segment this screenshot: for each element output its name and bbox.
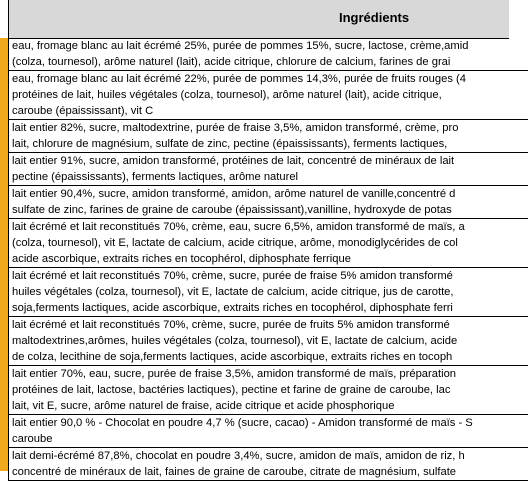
table-row[interactable]: [8, 219, 528, 268]
cell-text-line: lait écrémé et lait reconstitués 70%, crème, eau, sucre 6,5%, amidon transformé de maïs, a: [12, 221, 465, 233]
table-row[interactable]: [8, 186, 528, 219]
cell-text-line: maltodextrines,arômes, huiles végétales (colza, tournesol), vit E, lactate de calcium, acide: [12, 335, 458, 347]
cell-text-line: (colza, tournesol), arôme naturel (lait), acide citrique, chlorure de calcium, farines de grai: [12, 56, 451, 68]
cell-text-line: protéines de lait, lactose, bactéries lactiques), pectine et farine de graine de caroube, lac: [12, 384, 451, 396]
cell-text-line: lait entier 90,4%, sucre, amidon transformé, amidon, arôme naturel de vanille,concentré d: [12, 188, 456, 200]
table-row[interactable]: [8, 120, 528, 153]
ingredients-table: [8, 38, 528, 481]
cell-text-line: lait écrémé et lait reconstitués 70%, crème, sucre, purée de fruits 5% amidon transformé: [12, 319, 450, 331]
cell-text-line: lait entier 82%, sucre, maltodextrine, purée de fraise 3,5%, amidon transformé, crème, pro: [12, 122, 459, 134]
cell-text-line: lait demi-écrémé 87,8%, chocolat en poudre 3,4%, sucre, amidon de maïs, amidon de riz, h: [12, 450, 465, 462]
cell-text-line: protéines de lait, huiles végétales (colza, tournesol), arôme naturel (lait), acide citrique,: [12, 89, 442, 101]
cell-text-line: de colza, lecithine de soja,ferments lactiques, acide ascorbique, extraits riches en tocoph: [12, 351, 453, 363]
cell-text-line: sulfate de zinc, farines de graine de caroube (épaississant),vanilline, hydroxyde de potas: [12, 204, 452, 216]
table-row[interactable]: [8, 448, 528, 481]
cell-text-line: soja,ferments lactiques, acide ascorbique, extraits riches en tocophérol, diphosphate ferri: [12, 302, 453, 314]
table-row[interactable]: [8, 366, 528, 415]
table-row[interactable]: [8, 38, 528, 71]
cell-text-line: acide ascorbique, extraits riches en tocophérol, diphosphate ferrique: [12, 253, 351, 265]
row-color-strip: [0, 0, 8, 471]
cell-text-line: huiles végétales (colza, tournesol), vit E, lactate de calcium, acide citrique, jus de carotte,: [12, 286, 454, 298]
cell-text-line: lait entier 91%, sucre, amidon transformé, protéines de lait, concentré de minéraux de lait: [12, 155, 455, 167]
cell-text-line: lait, vit E, sucre, arôme naturel de fraise, acide citrique et acide phosphorique: [12, 400, 395, 412]
column-header-ingredients[interactable]: [8, 0, 509, 39]
cell-text-line: lait entier 70%, eau, sucre, purée de fraise 3,5%, amidon transformé de maïs, préparation: [12, 368, 457, 380]
table-row[interactable]: [8, 268, 528, 317]
table-row[interactable]: [8, 153, 528, 186]
table-row[interactable]: [8, 317, 528, 366]
cell-text-line: lait entier 90,0 % - Chocolat en poudre 4,7 % (sucre, cacao) - Amidon transformé de maïs - S: [12, 417, 473, 429]
cell-text-line: lait, chlorure de magnésium, sulfate de zinc, pectine (épaississants), ferments lactiques,: [12, 138, 448, 150]
cell-text-line: pectine (épaississants), ferments lactiques, arôme naturel: [12, 171, 299, 183]
cell-text-line: eau, fromage blanc au lait écrémé 25%, purée de pommes 15%, sucre, lactose, crème,amid: [12, 40, 469, 52]
cell-text-line: caroube (épaississant), vit C: [12, 105, 154, 117]
table-row[interactable]: [8, 415, 528, 448]
cell-text-line: caroube: [12, 433, 53, 445]
cell-text-line: (colza, tournesol), vit E, lactate de calcium, acide citrique, arôme, monodiglycérides de col: [12, 237, 458, 249]
cell-text-line: concentré de minéraux de lait, faines de graine de caroube, citrate de magnésium, sulfate: [12, 466, 457, 478]
column-header-title: Ingrédients: [339, 10, 410, 25]
header-corner: [0, 0, 8, 38]
cell-text-line: lait écrémé et lait reconstitués 70%, crème, sucre, purée de fraise 5% amidon transformé: [12, 270, 453, 282]
table-row[interactable]: [8, 71, 528, 120]
cell-text-line: eau, fromage blanc au lait écrémé 22%, purée de pommes 14,3%, purée de fruits rouges (4: [12, 73, 466, 85]
